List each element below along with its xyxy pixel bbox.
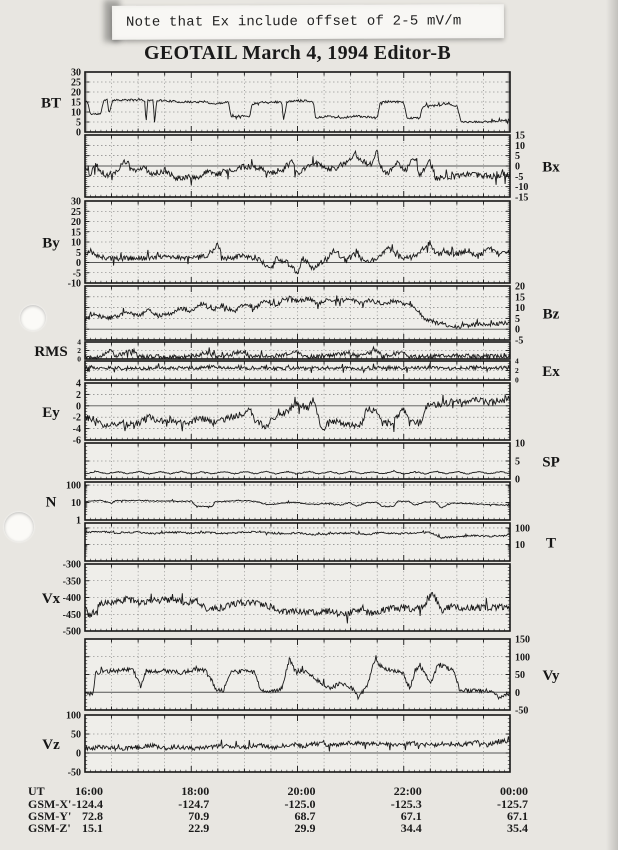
panel-Vx xyxy=(42,560,510,638)
axis-row-value: 15.1 xyxy=(82,821,103,835)
tick-label-Vx: -350 xyxy=(62,576,81,588)
tick-label-Vy: -50 xyxy=(515,705,529,717)
tick-label-Ey: -6 xyxy=(72,435,81,447)
axis-row-value: 70.9 xyxy=(188,809,210,823)
tick-label-By: 30 xyxy=(71,196,81,208)
tick-label-Bz: 0 xyxy=(515,324,520,336)
hole-punch-bottom xyxy=(4,512,34,542)
tick-label-Bz: 20 xyxy=(515,281,525,293)
axis-row-label-UT: UT xyxy=(28,784,45,798)
axis-row-label-GSM-X': GSM-X' xyxy=(28,797,72,811)
tick-label-Ey: 4 xyxy=(76,378,81,390)
tick-label-N: 1 xyxy=(76,515,81,527)
panel-label-Ex: Ex xyxy=(542,363,560,380)
axis-row-value: 68.7 xyxy=(294,809,316,823)
tick-label-Vx: -450 xyxy=(62,609,81,621)
panel-N xyxy=(46,481,510,527)
axis-row-label-GSM-Z': GSM-Z' xyxy=(28,821,71,835)
panel-label-Vy: Vy xyxy=(542,667,560,684)
paper-edge-shadow xyxy=(606,0,618,850)
tick-label-N: 100 xyxy=(66,480,81,492)
tick-label-Bx: -5 xyxy=(515,171,524,183)
tick-label-Vy: 50 xyxy=(515,670,525,681)
tick-label-T: 10 xyxy=(515,539,525,551)
axis-row-value: 67.1 xyxy=(507,809,528,823)
tick-label-By: 5 xyxy=(76,247,81,259)
tick-label-By: 25 xyxy=(71,206,81,218)
panel-label-Bz: Bz xyxy=(542,306,560,323)
tick-label-Ex: 4 xyxy=(515,356,519,366)
axis-row-value: 67.1 xyxy=(400,809,422,823)
axis-row-value: -125.3 xyxy=(390,797,422,811)
tick-label-SP: 5 xyxy=(515,456,520,468)
panel-Vz xyxy=(42,711,510,779)
axis-row-value: 22.9 xyxy=(188,821,210,835)
panel-Bx xyxy=(85,131,560,204)
panel-Bz xyxy=(85,282,560,347)
panel-T xyxy=(85,523,556,561)
axis-row-value: 00:00 xyxy=(500,784,528,798)
tick-label-Vz: -50 xyxy=(67,767,81,779)
tick-label-BT: 0 xyxy=(76,127,81,139)
panel-label-N: N xyxy=(45,494,57,511)
panel-RMS xyxy=(34,338,510,364)
axis-row-value: 29.9 xyxy=(294,821,316,835)
tick-label-RMS: 2 xyxy=(77,346,81,356)
panel-label-SP: SP xyxy=(542,454,560,471)
tick-label-Vx: -300 xyxy=(62,559,81,571)
tick-label-BT: 5 xyxy=(76,117,81,129)
tick-label-N: 10 xyxy=(71,498,81,510)
tick-label-RMS: 0 xyxy=(77,354,81,364)
tick-label-BT: 25 xyxy=(71,77,81,89)
tick-label-BT: 15 xyxy=(71,97,81,109)
axis-row-value: 16:00 xyxy=(75,784,103,798)
panel-BT xyxy=(41,68,510,139)
tick-label-Bz: 15 xyxy=(515,292,525,304)
tick-label-Bx: 5 xyxy=(515,151,520,163)
axis-row-value: -124.4 xyxy=(72,797,103,811)
panel-label-RMS: RMS xyxy=(34,343,68,360)
tick-label-Bz: 5 xyxy=(515,313,520,325)
tick-label-Bx: -10 xyxy=(515,182,529,194)
panel-Ey xyxy=(42,379,510,447)
panel-label-By: By xyxy=(42,235,60,252)
tick-label-Ey: 0 xyxy=(76,401,81,413)
tick-label-RMS: 4 xyxy=(77,337,81,347)
axis-row-value: 20:00 xyxy=(287,784,316,798)
tick-label-Bx: 0 xyxy=(515,161,520,173)
panel-label-Vz: Vz xyxy=(42,736,60,753)
axis-row-value: 18:00 xyxy=(181,784,210,798)
panel-label-BT: BT xyxy=(40,95,62,112)
tick-label-Ey: -2 xyxy=(72,412,81,424)
tick-label-Vz: 100 xyxy=(66,710,81,722)
chart-title: GEOTAIL March 4, 1994 Editor-B xyxy=(144,42,451,64)
tick-label-BT: 10 xyxy=(71,107,81,119)
tick-label-Vy: 150 xyxy=(515,634,530,646)
axis-row-label-GSM-Y': GSM-Y' xyxy=(28,809,72,823)
axis-row-value: 22:00 xyxy=(393,784,422,798)
panel-SP xyxy=(85,439,560,486)
tick-label-Vy: 100 xyxy=(515,652,530,664)
panel-Vy xyxy=(85,635,560,717)
tick-label-SP: 0 xyxy=(515,474,520,486)
axis-row-value: 35.4 xyxy=(507,821,528,835)
tick-label-Ey: -4 xyxy=(72,424,81,436)
tick-label-T: 100 xyxy=(515,523,530,535)
axis-row-value: -125.0 xyxy=(284,797,316,811)
tick-label-Ex: 2 xyxy=(515,366,519,376)
axis-row-value: -125.7 xyxy=(497,797,528,811)
axis-row-value: 72.8 xyxy=(82,809,103,823)
panel-label-Ey: Ey xyxy=(42,404,60,421)
tick-label-By: 20 xyxy=(71,217,81,228)
tick-label-Vz: 50 xyxy=(71,729,81,741)
panel-Ex xyxy=(85,357,560,385)
tick-label-Bx: 15 xyxy=(515,130,525,142)
tick-label-Bx: 10 xyxy=(515,140,525,152)
tick-label-Vx: -400 xyxy=(62,593,81,604)
tick-label-Vx: -500 xyxy=(62,626,81,638)
tick-label-Vy: 0 xyxy=(515,687,520,699)
hole-punch-top xyxy=(20,305,46,331)
tick-label-SP: 10 xyxy=(515,438,525,450)
axis-row-value: 34.4 xyxy=(400,821,422,835)
panel-label-T: T xyxy=(545,535,557,552)
tick-label-BT: 20 xyxy=(71,87,81,99)
tick-label-Ey: 2 xyxy=(76,389,81,401)
tick-label-Bz: -5 xyxy=(515,335,524,347)
tick-label-Ex: 0 xyxy=(515,375,519,385)
note-text: Note that Ex include offset of 2-5 mV/m xyxy=(125,13,462,31)
tick-label-Bz: 10 xyxy=(515,303,525,315)
tick-label-Bx: -15 xyxy=(515,192,529,204)
tick-label-By: 0 xyxy=(76,258,81,269)
tick-label-BT: 30 xyxy=(71,67,81,79)
tick-label-By: 10 xyxy=(71,237,81,249)
panel-label-Vx: Vx xyxy=(41,590,61,607)
tick-label-Vz: 0 xyxy=(76,748,81,760)
tick-label-By: -5 xyxy=(72,268,81,280)
panel-By xyxy=(42,197,510,290)
tick-label-By: -10 xyxy=(67,278,81,290)
axis-row-value: -124.7 xyxy=(178,797,210,811)
panel-label-Bx: Bx xyxy=(542,159,560,176)
tick-label-By: 15 xyxy=(71,227,81,239)
